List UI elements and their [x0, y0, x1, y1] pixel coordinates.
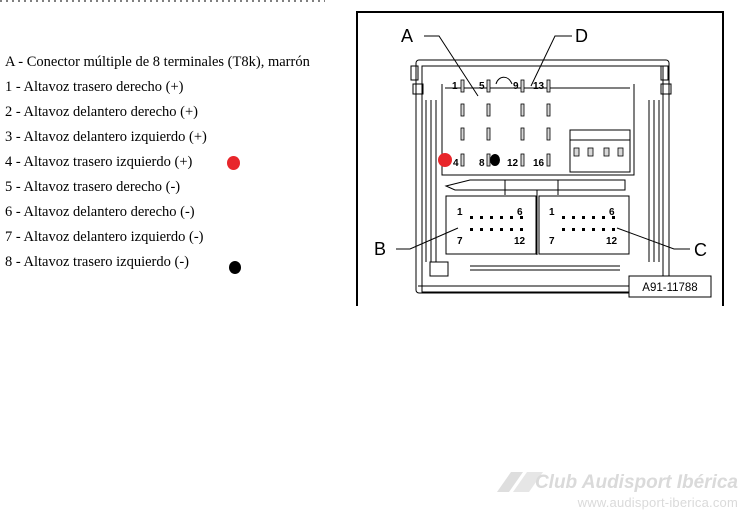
pin-label-8: 8 — [479, 158, 485, 169]
legend-item-5: 5 - Altavoz trasero derecho (-) — [5, 179, 181, 195]
legend-item-8: 8 - Altavoz trasero izquierdo (-) — [5, 254, 189, 270]
pin-b-label-7: 7 — [457, 236, 463, 247]
legend-item-3: 3 - Altavoz delantero izquierdo (+) — [5, 129, 207, 145]
pin4-positive-marker — [438, 153, 452, 167]
watermark-title: Club Audisport Ibérica — [534, 472, 738, 493]
legend-item-7: 7 - Altavoz delantero izquierdo (-) — [5, 229, 204, 245]
legend-item-2: 2 - Altavoz delantero derecho (+) — [5, 104, 198, 120]
pin-b-label-6: 6 — [517, 207, 523, 218]
upper-pins — [461, 80, 623, 166]
pin-b-label-12: 12 — [514, 236, 526, 247]
pin-label-1: 1 — [452, 81, 458, 92]
pin-c-label-1: 1 — [549, 207, 555, 218]
legend-item-4: 4 - Altavoz trasero izquierdo (+) — [5, 154, 193, 170]
pin-label-4: 4 — [453, 158, 459, 169]
legend-item-1: 1 - Altavoz trasero derecho (+) — [5, 79, 184, 95]
figure-id-label: A91-11788 — [642, 282, 698, 294]
pin-c-label-7: 7 — [549, 236, 555, 247]
lower-pins-c — [562, 216, 615, 231]
callout-d-label: D — [575, 26, 588, 46]
callout-b-line — [396, 228, 458, 249]
lower-pins-b — [470, 216, 523, 231]
legend-item-a: A - Conector múltiple de 8 terminales (T8k), marrón — [5, 54, 310, 70]
pin-c-label-6: 6 — [609, 207, 615, 218]
callout-d-line — [531, 36, 572, 86]
callout-b-label: B — [374, 239, 387, 259]
pin8-negative-marker — [490, 154, 500, 166]
callout-c-label: C — [694, 240, 707, 260]
pin-b-label-1: 1 — [457, 207, 463, 218]
pin-label-9: 9 — [513, 81, 519, 92]
callout-a-label: A — [401, 26, 414, 46]
connector-housing — [411, 60, 671, 293]
watermark-url: www.audisport-iberica.com — [577, 495, 738, 510]
pin-c-label-12: 12 — [606, 236, 618, 247]
pin-label-16: 16 — [533, 158, 545, 169]
pin-label-12: 12 — [507, 158, 519, 169]
pin-label-13: 13 — [533, 81, 545, 92]
pin-label-5: 5 — [479, 81, 485, 92]
legend-item-6: 6 - Altavoz delantero derecho (-) — [5, 204, 195, 220]
